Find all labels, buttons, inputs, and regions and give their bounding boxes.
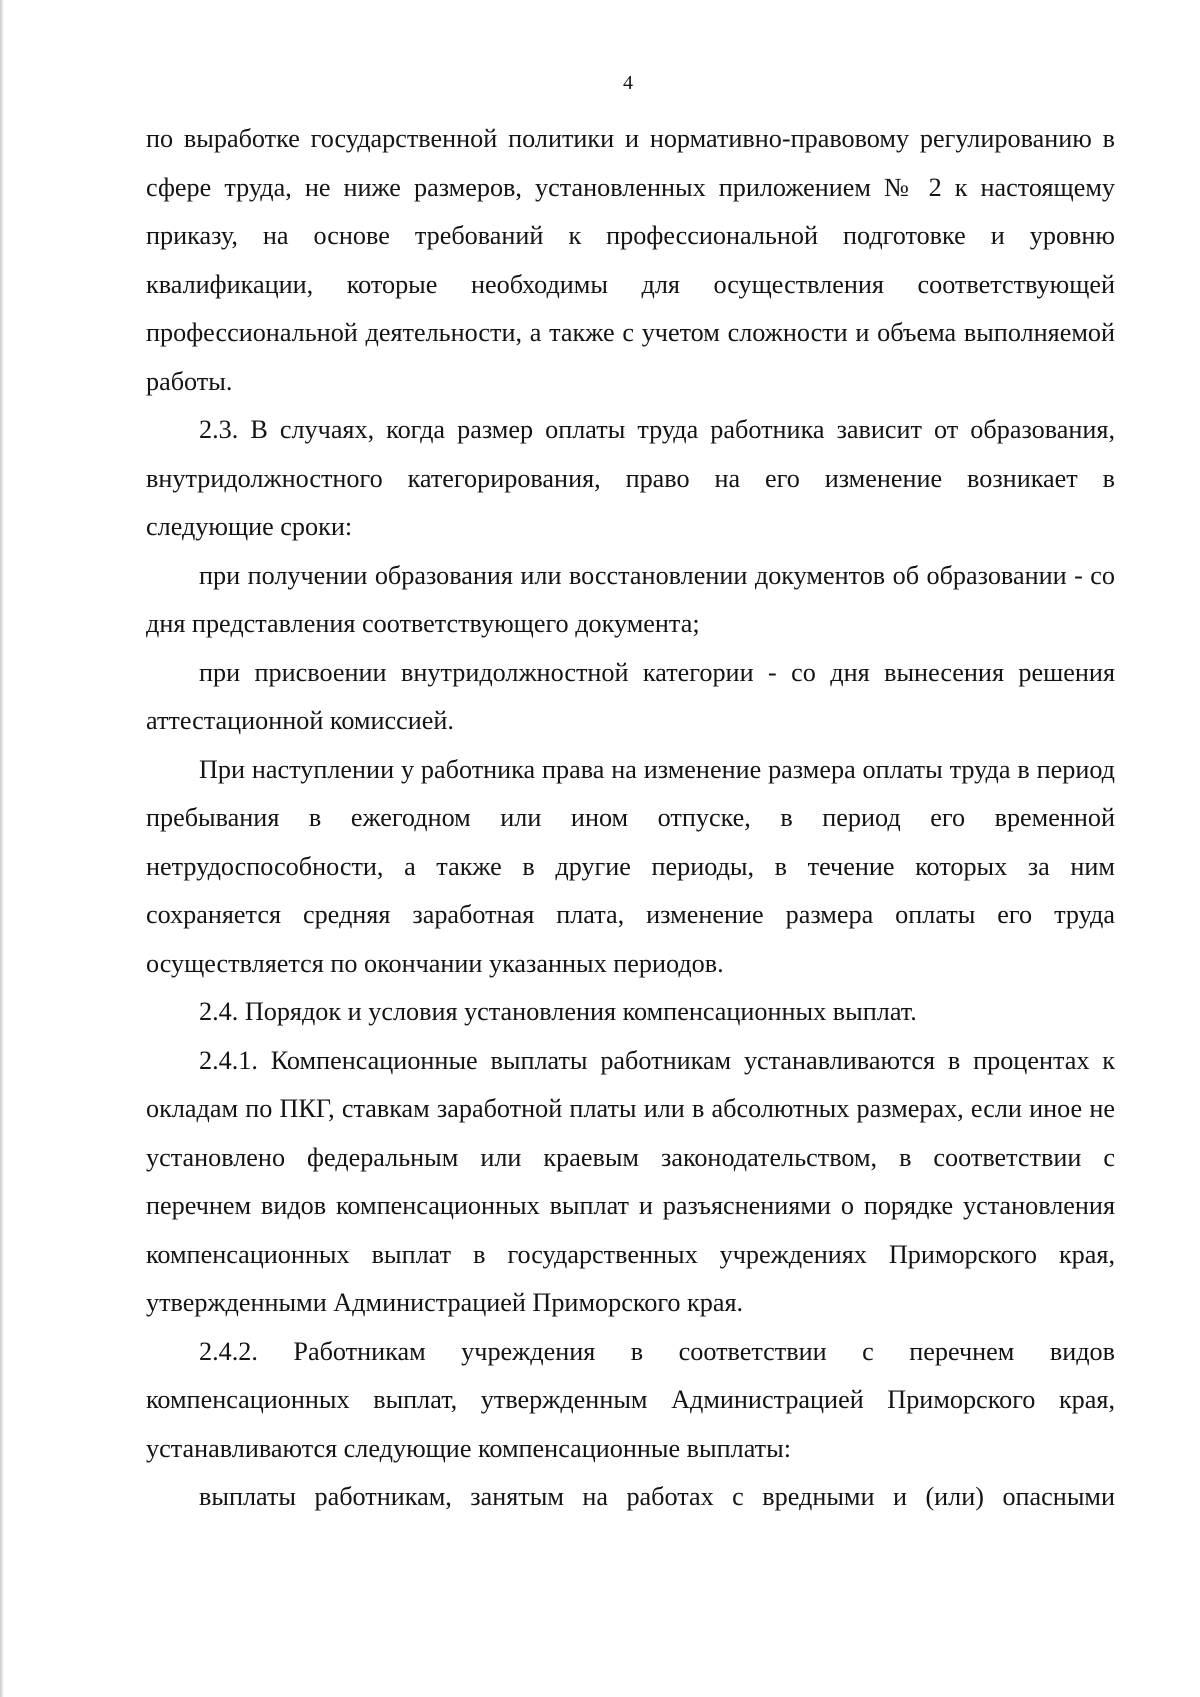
paragraph-category: при присвоении внутридолжностной категории - со дня вынесения решения аттестационной комиссией.: [146, 657, 1115, 735]
paragraph-hazardous: выплаты работникам, занятым на работах с вредными и (или) опасными: [199, 1482, 1115, 1511]
paragraph-continuation: по выработке государственной политики и нормативно-правовому регулированию в сфере труда, не ниже размеров, установленных приложением № 2 к настоящему приказу, на основе требований к профессиональной подготовке и уровню квалификации, которые необходимы для осуществления соответствующей профессиональной деятельности, а также с учетом сложности и объема выполняемой работы.: [146, 124, 1115, 396]
document-body: [146, 115, 1115, 1522]
page-edge-shadow: [0, 0, 4, 1697]
paragraph-2-3: 2.3. В случаях, когда размер оплаты труда работника зависит от образования, внутридолжностного категорирования, право на его изменение возникает в следующие сроки:: [146, 415, 1115, 541]
page-number: 4: [623, 72, 633, 94]
paragraph-2-4: 2.4. Порядок и условия установления компенсационных выплат.: [199, 997, 917, 1026]
paragraph-leave: При наступлении у работника права на изменение размера оплаты труда в период пребывания в ежегодном или ином отпуске, в период его временной нетрудоспособности, а также в другие периоды, в течение которых за ним сохраняется средняя заработная плата, изменение размера оплаты его труда осуществляется по окончании указанных периодов.: [146, 754, 1115, 978]
paragraph-2-4-2: 2.4.2. Работникам учреждения в соответствии с перечнем видов компенсационных выплат, утвержденным Администрацией Приморского края, устанавливаются следующие компенсационные выплаты:: [146, 1336, 1115, 1463]
paragraph-2-4-1: 2.4.1. Компенсационные выплаты работникам устанавливаются в процентах к окладам по ПКГ, ставкам заработной платы или в абсолютных размерах, если иное не установлено федеральным или краевым законодательством, в соответствии с перечнем видов компенсационных выплат и разъяснениями о порядке установления компенсационных выплат в государственных учреждениях Приморского края, утвержденными Администрацией Приморского края.: [146, 1045, 1115, 1317]
paragraph-education: при получении образования или восстановлении документов об образовании - со дня представления соответствующего документа;: [146, 560, 1115, 638]
